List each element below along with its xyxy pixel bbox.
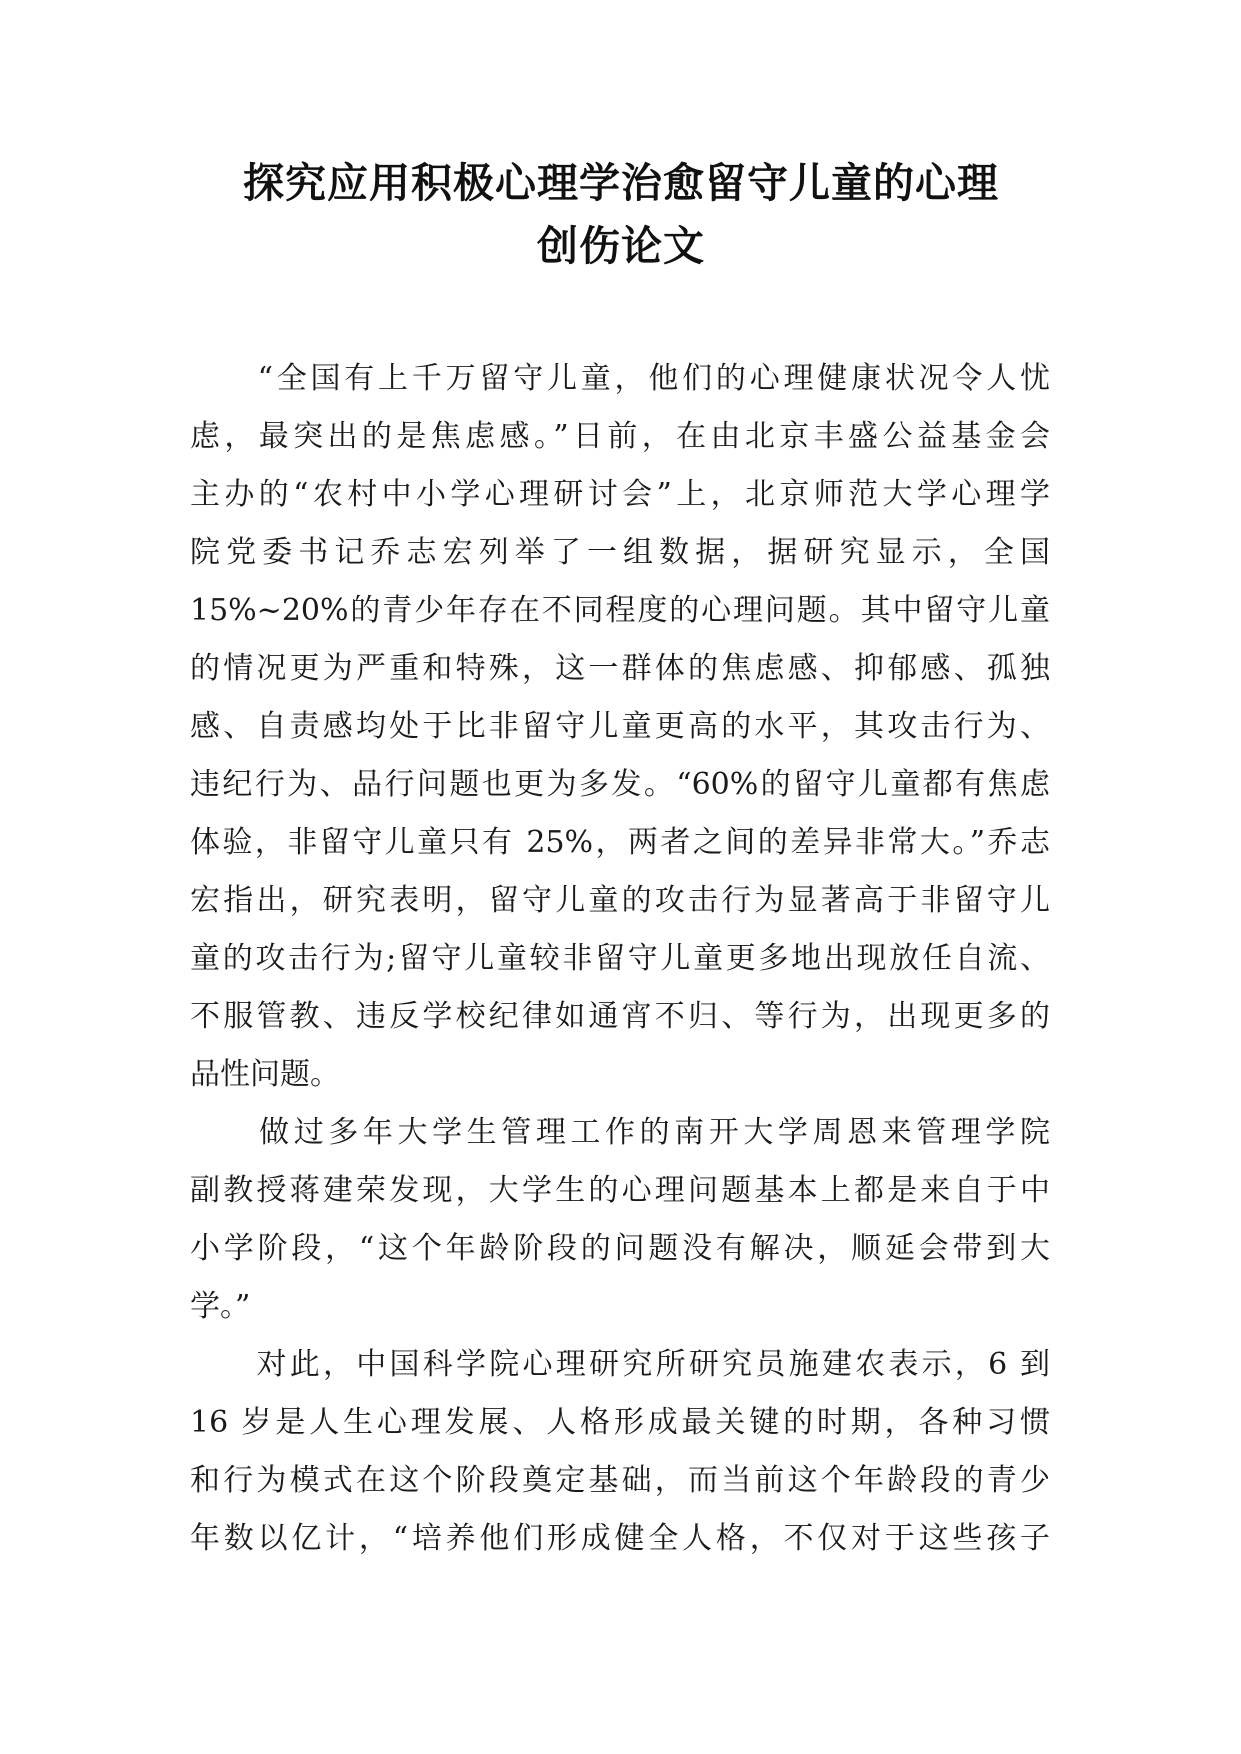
body-line: 副教授蒋建荣发现，大学生的心理问题基本上都是来自于中 (190, 1173, 1050, 1208)
body-line: 和行为模式在这个阶段奠定基础，而当前这个年龄段的青少 (190, 1463, 1050, 1498)
body-line: 院党委书记乔志宏列举了一组数据，据研究显示，全国 (190, 535, 1050, 570)
title-line-2: 创伤论文 (537, 222, 705, 270)
document-title (150, 152, 1092, 278)
body-line: 的情况更为严重和特殊，这一群体的焦虑感、抑郁感、孤独 (190, 651, 1050, 686)
body-line: 感、自责感均处于比非留守儿童更高的水平，其攻击行为、 (190, 709, 1050, 744)
body-line: 品性问题。 (190, 1057, 340, 1092)
body-line: 做过多年大学生管理工作的南开大学周恩来管理学院 (190, 1115, 1050, 1150)
body-line: 15%~20%的青少年存在不同程度的心理问题。其中留守儿童 (190, 593, 1050, 628)
title-line-1: 探究应用积极心理学治愈留守儿童的心理 (243, 159, 999, 207)
body-line: 虑，最突出的是焦虑感。”日前，在由北京丰盛公益基金会 (190, 419, 1050, 454)
body-line: “全国有上千万留守儿童，他们的心理健康状况令人忧 (190, 361, 1050, 396)
body-line: 主办的“农村中小学心理研讨会”上，北京师范大学心理学 (190, 477, 1050, 512)
body-line: 学。” (190, 1289, 251, 1324)
body-line: 小学阶段，“这个年龄阶段的问题没有解决，顺延会带到大 (190, 1231, 1050, 1266)
body-line: 年数以亿计，“培养他们形成健全人格，不仅对于这些孩子 (190, 1521, 1050, 1556)
body-line: 体验，非留守儿童只有 25%，两者之间的差异非常大。”乔志 (190, 825, 1050, 860)
body-line: 违纪行为、品行问题也更为多发。“60%的留守儿童都有焦虑 (190, 767, 1050, 802)
document-body (190, 350, 1050, 1568)
body-line: 童的攻击行为;留守儿童较非留守儿童更多地出现放任自流、 (190, 941, 1050, 976)
body-line: 不服管教、违反学校纪律如通宵不归、等行为，出现更多的 (190, 999, 1050, 1034)
body-line: 16 岁是人生心理发展、人格形成最关键的时期，各种习惯 (190, 1405, 1050, 1440)
body-line: 对此，中国科学院心理研究所研究员施建农表示，6 到 (190, 1347, 1050, 1382)
body-line: 宏指出，研究表明，留守儿童的攻击行为显著高于非留守儿 (190, 883, 1050, 918)
